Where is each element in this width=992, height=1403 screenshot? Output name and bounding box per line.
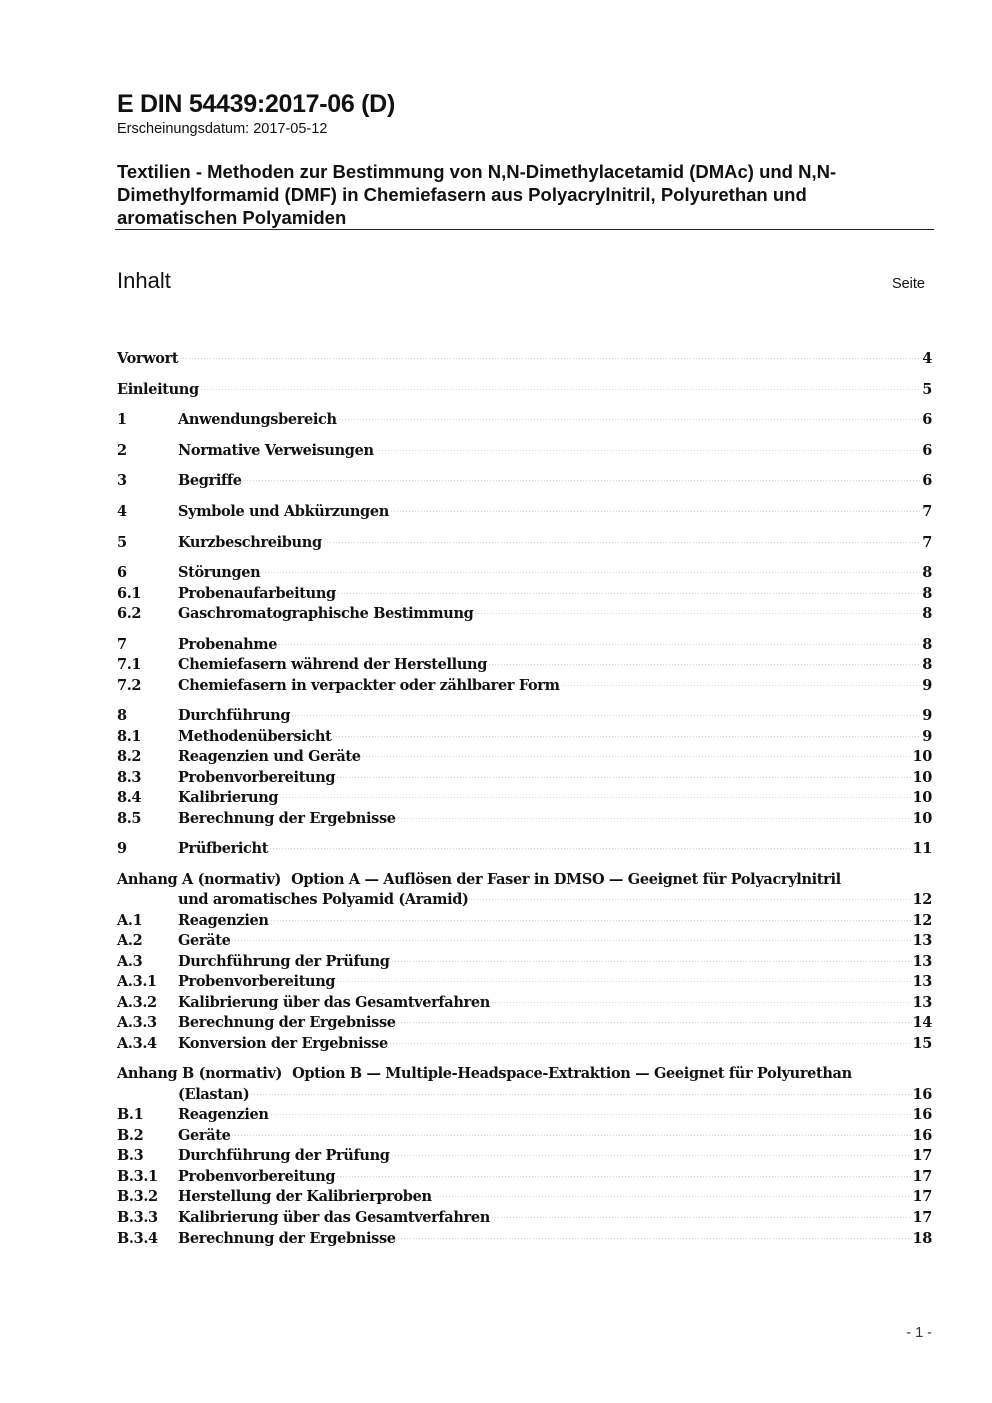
toc-entry-9[interactable] (117, 838, 932, 859)
toc-entry-page: 10 (912, 748, 932, 765)
annex-label: Anhang A (normativ) (117, 871, 282, 888)
toc-entry-number: B.3 (117, 1147, 144, 1164)
leader-dots (474, 613, 921, 614)
toc-entry-title: Durchführung (178, 707, 291, 724)
toc-entry-page: 17 (912, 1209, 932, 1226)
toc-entry-b-2[interactable] (117, 1125, 932, 1146)
leader-dots (491, 1002, 912, 1003)
toc-entry-page: 16 (912, 1106, 932, 1123)
toc-entry-number: B.3.1 (117, 1168, 158, 1185)
toc-entry-page: 17 (912, 1147, 932, 1164)
publication-date: Erscheinungsdatum: 2017-05-12 (117, 121, 328, 137)
toc-entry-title: Probenahme (178, 636, 278, 653)
leader-dots (338, 419, 922, 420)
toc-entry-number: A.3 (117, 953, 143, 970)
toc-entry-b-3-4[interactable] (117, 1228, 932, 1249)
leader-dots (336, 981, 911, 982)
toc-entry-title: Anwendungsbereich (178, 411, 337, 428)
annex-title: (Elastan) (178, 1086, 250, 1103)
toc-entry-5[interactable] (117, 532, 932, 553)
toc-entry-8-5[interactable] (117, 808, 932, 829)
toc-entry-title: Berechnung der Ergebnisse (178, 1014, 396, 1031)
toc-entry-page: 10 (912, 769, 932, 786)
toc-entry-page: 8 (922, 564, 932, 581)
toc-entry-a-3-3[interactable] (117, 1012, 932, 1033)
toc-entry-page: 17 (912, 1168, 932, 1185)
toc-entry-page: 8 (922, 605, 932, 622)
toc-entry-title: Reagenzien und Geräte (178, 748, 361, 765)
toc-entry-number: A.1 (117, 912, 143, 929)
toc-entry-title: Methodenübersicht (178, 728, 332, 745)
toc-entry-title: Reagenzien (178, 1106, 269, 1123)
leader-dots (391, 961, 912, 962)
leader-dots (391, 1155, 912, 1156)
toc-entry-number: 8.4 (117, 789, 142, 806)
toc-entry-8-1[interactable] (117, 726, 932, 747)
leader-dots (337, 593, 921, 594)
toc-entry-page: 10 (912, 789, 932, 806)
toc-entry-8-3[interactable] (117, 767, 932, 788)
toc-annex-b-heading-cont[interactable] (117, 1084, 932, 1105)
page-number: - 1 - (906, 1325, 932, 1341)
toc-entry-title: Normative Verweisungen (178, 442, 374, 459)
toc-entry-4[interactable] (117, 501, 932, 522)
toc-entry-page: 13 (912, 994, 932, 1011)
toc-entry-title: Geräte (178, 932, 231, 949)
title-line: aromatischen Polyamiden (117, 207, 347, 228)
leader-dots (200, 389, 921, 390)
leader-dots (250, 1094, 911, 1095)
toc-entry-7[interactable] (117, 634, 932, 655)
toc-entry-title: Störungen (178, 564, 261, 581)
toc-entry-title: Begriffe (178, 472, 242, 489)
toc-entry-page: 8 (922, 636, 932, 653)
toc-entry-title: Probenaufarbeitung (178, 585, 336, 602)
toc-entry-number: 9 (117, 840, 127, 857)
annex-title: Option A — Auflösen der Faser in DMSO — Geeignet für Polyacrylnitril (291, 871, 841, 888)
toc-entry-page: 18 (912, 1230, 932, 1247)
toc-entry-number: 1 (117, 411, 127, 428)
leader-dots (278, 644, 921, 645)
leader-dots (231, 1135, 911, 1136)
toc-entry-number: A.2 (117, 932, 143, 949)
toc-entry-title: Berechnung der Ergebnisse (178, 810, 396, 827)
toc-entry-page: 15 (912, 1035, 932, 1052)
leader-dots (291, 715, 921, 716)
leader-dots (488, 664, 921, 665)
leader-dots (390, 511, 921, 512)
leader-dots (375, 450, 922, 451)
leader-dots (231, 940, 911, 941)
toc-entry-number: A.3.1 (117, 973, 157, 990)
toc-entry-7-2[interactable] (117, 675, 932, 696)
toc-entry-a-3-2[interactable] (117, 992, 932, 1013)
toc-entry-number: B.3.4 (117, 1230, 158, 1247)
leader-dots (491, 1217, 912, 1218)
leader-dots (179, 358, 921, 359)
toc-entry-title: Durchführung der Prüfung (178, 1147, 390, 1164)
toc-entry-number: 8.1 (117, 728, 142, 745)
leader-dots (269, 848, 911, 849)
toc-entry-number: 8.2 (117, 748, 142, 765)
leader-dots (336, 1176, 911, 1177)
leader-dots (332, 736, 921, 737)
leader-dots (470, 899, 912, 900)
title-line: Dimethylformamid (DMF) in Chemiefasern aus Polyacrylnitril, Polyurethan und (117, 184, 807, 205)
toc-entry-3[interactable] (117, 470, 932, 491)
toc-entry-page: 6 (922, 442, 932, 459)
toc-entry-b-1[interactable] (117, 1104, 932, 1125)
toc-entry-7-1[interactable] (117, 654, 932, 675)
toc-entry-page: 10 (912, 810, 932, 827)
toc-entry-2[interactable] (117, 440, 932, 461)
toc-entry-title: Herstellung der Kalibrierproben (178, 1188, 432, 1205)
toc-entry-number: 2 (117, 442, 127, 459)
toc-entry-title: Berechnung der Ergebnisse (178, 1230, 396, 1247)
toc-entry-page: 9 (922, 728, 932, 745)
toc-entry-b-3-3[interactable] (117, 1207, 932, 1228)
toc-entry-number: 6 (117, 564, 127, 581)
toc-entry-number: 3 (117, 472, 127, 489)
toc-entry-a-1[interactable] (117, 910, 932, 931)
annex-label: Anhang B (normativ) (117, 1065, 283, 1082)
toc-entry-page: 7 (922, 534, 932, 551)
toc-annex-a-heading-cont[interactable] (117, 889, 932, 910)
toc-entry-number: 6.1 (117, 585, 142, 602)
toc-entry-title: Probenvorbereitung (178, 1168, 336, 1185)
toc-entry-number: A.3.4 (117, 1035, 157, 1052)
toc-annex-b-heading[interactable] (117, 1063, 932, 1084)
toc-entry-number: 5 (117, 534, 127, 551)
toc-entry-page: 14 (912, 1014, 932, 1031)
toc-entry-page: 8 (922, 585, 932, 602)
toc-entry-title: Probenvorbereitung (178, 973, 336, 990)
toc-annex-a-heading[interactable] (117, 869, 932, 890)
toc-entry-page: 13 (912, 953, 932, 970)
toc-entry-page: 8 (922, 656, 932, 673)
leader-dots (270, 920, 912, 921)
toc-entry-number: 8 (117, 707, 127, 724)
toc-entry-title: Prüfbericht (178, 840, 269, 857)
document-title (117, 160, 937, 229)
toc-entry-number: 7.1 (117, 656, 142, 673)
title-divider (115, 229, 934, 230)
toc-entry-page: 6 (922, 411, 932, 428)
toc-entry-title: Reagenzien (178, 912, 269, 929)
leader-dots (389, 1043, 912, 1044)
toc-entry-einleitung[interactable] (117, 379, 932, 400)
toc-entry-b-3-1[interactable] (117, 1166, 932, 1187)
toc-entry-title: Vorwort (117, 350, 179, 367)
toc-entry-title: Gaschromatographische Bestimmung (178, 605, 474, 622)
toc-entry-1[interactable] (117, 409, 932, 430)
leader-dots (397, 1238, 912, 1239)
toc-entry-8-2[interactable] (117, 746, 932, 767)
toc-entry-number: B.3.2 (117, 1188, 158, 1205)
leader-dots (261, 572, 921, 573)
leader-dots (397, 1022, 912, 1023)
toc-entry-number: 4 (117, 503, 127, 520)
toc-entry-number: A.3.2 (117, 994, 157, 1011)
toc-entry-number: 8.3 (117, 769, 142, 786)
toc-entry-title: Einleitung (117, 381, 199, 398)
toc-entry-title: Chemiefasern während der Herstellung (178, 656, 487, 673)
toc-entry-page: 13 (912, 973, 932, 990)
toc-entry-title: Kurzbeschreibung (178, 534, 322, 551)
toc-entry-number: 7 (117, 636, 127, 653)
toc-entry-page: 9 (922, 677, 932, 694)
toc-entry-page: 5 (922, 381, 932, 398)
page-column-label: Seite (891, 276, 925, 292)
toc-entry-number: 6.2 (117, 605, 142, 622)
toc-entry-title: Probenvorbereitung (178, 769, 336, 786)
toc-entry-b-3-2[interactable] (117, 1186, 932, 1207)
toc-entry-title: Kalibrierung (178, 789, 279, 806)
toc-entry-title: Symbole und Abkürzungen (178, 503, 389, 520)
leader-dots (433, 1196, 912, 1197)
leader-dots (336, 777, 911, 778)
toc-entry-page: 16 (912, 1127, 932, 1144)
toc-entry-a-3-1[interactable] (117, 971, 932, 992)
leader-dots (243, 480, 922, 481)
toc-entry-page: 17 (912, 1188, 932, 1205)
toc-entry-a-3[interactable] (117, 951, 932, 972)
leader-dots (362, 756, 912, 757)
leader-dots (561, 685, 922, 686)
toc-entry-title: Chemiefasern in verpackter oder zählbarer Form (178, 677, 560, 694)
toc-entry-6-1[interactable] (117, 583, 932, 604)
toc-entry-title: Kalibrierung über das Gesamtverfahren (178, 994, 490, 1011)
document-id: E DIN 54439:2017-06 (D) (117, 90, 395, 118)
toc-entry-title: Durchführung der Prüfung (178, 953, 390, 970)
toc-heading: Inhalt (117, 268, 171, 293)
toc-entry-page: 12 (912, 912, 932, 929)
toc-entry-number: 8.5 (117, 810, 142, 827)
toc-entry-b-3[interactable] (117, 1145, 932, 1166)
toc-entry-page: 4 (922, 350, 932, 367)
toc-entry-6[interactable] (117, 562, 932, 583)
title-line: Textilien - Methoden zur Bestimmung von N,N-Dimethylacetamid (DMAc) und N,N- (117, 161, 837, 182)
leader-dots (279, 797, 911, 798)
toc-entry-a-2[interactable] (117, 930, 932, 951)
annex-title: und aromatisches Polyamid (Aramid) (178, 891, 469, 908)
toc-entry-page: 12 (912, 891, 932, 908)
toc-entry-page: 11 (912, 840, 932, 857)
toc-entry-8[interactable] (117, 705, 932, 726)
toc-entry-page: 13 (912, 932, 932, 949)
annex-title: Option B — Multiple-Headspace-Extraktion — Geeignet für Polyurethan (292, 1065, 852, 1082)
toc-entry-6-2[interactable] (117, 603, 932, 624)
leader-dots (323, 542, 922, 543)
toc-entry-page: 6 (922, 472, 932, 489)
leader-dots (270, 1114, 912, 1115)
leader-dots (397, 818, 912, 819)
toc-entry-a-3-4[interactable] (117, 1033, 932, 1054)
toc-entry-page: 16 (912, 1086, 932, 1103)
toc-entry-vorwort[interactable] (117, 348, 932, 369)
toc-entry-8-4[interactable] (117, 787, 932, 808)
toc-entry-page: 9 (922, 707, 932, 724)
toc-entry-page: 7 (922, 503, 932, 520)
toc-entry-number: 7.2 (117, 677, 142, 694)
toc-entry-title: Kalibrierung über das Gesamtverfahren (178, 1209, 490, 1226)
toc-entry-title: Konversion der Ergebnisse (178, 1035, 388, 1052)
toc-entry-number: A.3.3 (117, 1014, 157, 1031)
toc-entry-title: Geräte (178, 1127, 231, 1144)
toc-entry-number: B.2 (117, 1127, 144, 1144)
toc-entry-number: B.1 (117, 1106, 144, 1123)
toc-entry-number: B.3.3 (117, 1209, 158, 1226)
